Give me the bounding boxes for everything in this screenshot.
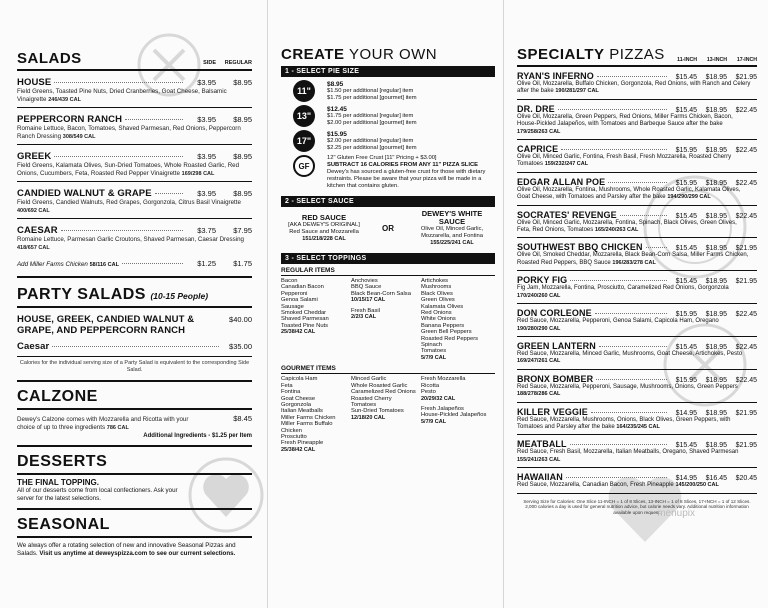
pizza-desc: Red Sauce, Mozzarella, Minced Garlic, Mushrooms, Goat Cheese, Artichokes, Pesto 169/247/261 CAL (517, 350, 743, 365)
pizza-name: DR. DRE (517, 103, 555, 114)
fold-line-left (267, 0, 268, 608)
topping-item[interactable]: Green Olives (421, 297, 455, 304)
pizza-price: $18.95 (705, 311, 727, 319)
topping-item[interactable]: Whole Roasted Garlic (351, 382, 408, 389)
pizza-price: $22.45 (735, 147, 757, 155)
pizza-price: $15.45 (675, 278, 697, 286)
topping-item[interactable]: Mushrooms (421, 284, 452, 291)
topping-item[interactable]: Prosciutto (281, 433, 307, 440)
pizza-price: $18.95 (705, 106, 727, 114)
topping-item[interactable]: Sausage (281, 303, 304, 310)
col-regular-label: REGULAR (224, 60, 252, 66)
topping-item[interactable]: Sun-Dried Tomatoes (351, 408, 404, 415)
size-label-11: 11-INCH (677, 57, 697, 63)
pizza-price: $21.95 (735, 278, 757, 286)
pizza-price: $18.95 (705, 278, 727, 286)
salad-name: CAESAR (17, 225, 58, 236)
specialty-footer: Serving Size for Calories: One Slice 11-INCH = 1 of 8 Slices, 13-INCH = 1 of 8 Slices, 17-INCH = 1 of 12 Slices. 2,000 calories a day is used for general nutrition advice, but calorie needs vary. Additional nutrition information available upon request. (523, 498, 751, 515)
step2-bar: 2 - SELECT SAUCE (281, 196, 495, 207)
topping-item[interactable]: Smoked Cheddar (281, 310, 327, 317)
gf-line2: SUBTRACT 16 CALORIES FROM ANY 11" PIZZA SLICE (327, 162, 479, 168)
specialty-title: SPECIALTY PIZZAS (517, 46, 665, 63)
salad-desc: Romaine Lettuce, Bacon, Tomatoes, Shaved Parmesan, Red Onions, Peppercorn Ranch Dressing 308/549 CAL (17, 125, 241, 140)
salad-regular-price: $8.95 (233, 115, 252, 124)
pizza-name: RYAN'S INFERNO (517, 71, 594, 81)
topping-item[interactable]: Miller Farms Buffalo Chicken (281, 421, 333, 434)
seasonal-text: We always offer a rotating selection of new and innovative Seasonal Pizzas and Salads. Visit us anytime at deweyspizza.com to see our current selections. (17, 542, 236, 557)
specialty-pizza (517, 472, 757, 493)
salad-name: HOUSE (17, 77, 52, 88)
create-title: CREATE YOUR OWN (281, 46, 438, 63)
topping-item[interactable]: Feta (281, 382, 293, 389)
pizza-price: $15.45 (675, 74, 697, 81)
specialty-pizza (517, 177, 757, 206)
topping-item[interactable]: Fresh Mozzarella (421, 376, 466, 383)
pizza-price: $22.45 (735, 106, 757, 114)
topping-item[interactable]: Fontina (281, 389, 301, 396)
salad-desc: Field Greens, Candied Walnuts, Red Grapes, Gorgonzola, Citrus Basil Vinaigrette 400/692 CAL (17, 199, 241, 214)
pizza-price: $18.95 (705, 409, 727, 417)
pizza-name: HAWAIIAN (517, 472, 563, 483)
pizza-desc: Red Sauce, Mozzarella, Pepperoni, Genoa Salami, Capicola Ham, Oregano 190/280/290 CAL (517, 318, 719, 332)
salad-regular-price: $8.95 (233, 78, 252, 87)
pizza-price: $18.95 (705, 147, 727, 155)
pizza-price: $14.95 (675, 475, 697, 483)
topping-cal: 5/7/9 CAL (421, 354, 447, 361)
topping-column (281, 376, 347, 453)
pizza-name: GREEN LANTERN (517, 340, 596, 351)
specialty-header (517, 46, 757, 67)
addon-side-price: $1.25 (197, 259, 216, 268)
size-line: $1.75 per additional [regular] item (327, 112, 414, 119)
topping-item[interactable]: Green Bell Peppers (421, 329, 472, 336)
pizza-price: $21.95 (735, 74, 757, 81)
specialty-pizza (517, 308, 757, 337)
pizza-price: $16.45 (705, 475, 727, 483)
pizza-name: EDGAR ALLAN POE (517, 176, 606, 187)
pizza-desc: Olive Oil, Mozzarella, Fontina, Mushrooms, Whole Roasted Garlic, Kalamata Olives, Goat Cheese, with Tomatoes and Parsley after the bake 194/290/299 CAL (517, 186, 741, 201)
topping-cal: 25/38/42 CAL (281, 446, 316, 453)
fold-line-right (503, 0, 504, 608)
salad-regular-price: $8.95 (233, 189, 252, 198)
topping-item[interactable]: Banana Peppers (421, 322, 465, 329)
topping-cal: 5/7/9 CAL (421, 418, 447, 425)
calzone-price: $8.45 (233, 414, 252, 423)
seasonal-title: SEASONAL (17, 516, 110, 534)
pizza-name: DON CORLEONE (517, 308, 592, 319)
topping-item[interactable]: Genoa Salami (281, 297, 318, 304)
gourmet-toppings (281, 376, 495, 453)
specialty-panel (517, 14, 757, 520)
pizza-desc: Olive Oil, Mozzarella, Green Peppers, Red Onions, Miller Farms Chicken, Bacon, House-Pickled Jalapeños, with Tomatoes and Barbeque Sauce after the bake 179/258/263 CAL (517, 113, 733, 135)
topping-cal: 25/38/42 CAL (281, 329, 316, 336)
salad-side-price: $3.95 (197, 189, 216, 198)
salad-side-price: $3.75 (197, 226, 216, 235)
size-base-price: $15.95 (327, 130, 347, 138)
pizza-price: $15.45 (675, 442, 697, 450)
pizza-desc: Olive Oil, Minced Garlic, Fontina, Fresh Basil, Fresh Mozzarella, Roasted Cherry Tomatoes 159/232/247 CAL (517, 154, 732, 168)
size-label-17: 17-INCH (736, 57, 757, 63)
step3-bar: 3 - SELECT TOPPINGS (281, 253, 495, 264)
salad-side-price: $3.95 (197, 152, 216, 161)
pizza-price: $15.45 (675, 245, 697, 253)
pizza-name: PORKY FIG (517, 275, 568, 286)
topping-column (281, 278, 347, 361)
addon-regular-price: $1.75 (233, 259, 252, 268)
specialty-pizza (517, 374, 757, 403)
salad-item (17, 188, 252, 199)
pizza-name: SOCRATES' REVENGE (517, 209, 617, 220)
salad-regular-price: $7.95 (233, 226, 252, 235)
topping-item[interactable]: Roasted Red Peppers (421, 335, 479, 342)
pizza-price: $22.45 (735, 212, 757, 220)
create-your-own-panel (281, 14, 495, 453)
topping-item[interactable]: Tomatoes (421, 348, 447, 355)
red-sauce-option: RED SAUCE [AKA DEWEY'S ORIGINAL] Red Sauce and Mozzarella 151/218/228 CAL (288, 213, 360, 242)
size-line: $2.00 per additional [gourmet] item (327, 119, 417, 126)
topping-item[interactable]: Gorgonzola (281, 401, 311, 408)
pizza-price: $15.95 (675, 147, 697, 155)
desserts-title: DESSERTS (17, 453, 108, 470)
topping-cal: 20/29/32 CAL (421, 395, 456, 402)
regular-items-head: REGULAR ITEMS (281, 267, 335, 274)
pizza-price: $22.45 (735, 179, 757, 187)
pizza-price: $15.95 (675, 179, 697, 187)
topping-item[interactable]: Toasted Pine Nuts (281, 322, 329, 329)
pizza-name: SOUTHWEST BBQ CHICKEN (517, 242, 643, 253)
topping-item[interactable]: Italian Meatballs (281, 408, 323, 415)
party-salads-title: PARTY SALADS (17, 286, 146, 303)
calzone-extra: Additional Ingredients - $1.25 per Item (143, 433, 252, 439)
salad-desc: Field Greens, Toasted Pine Nuts, Dried Cranberries, Goat Cheese, Balsamic Vinaigrette 246/439 CAL (17, 88, 227, 103)
topping-item[interactable]: Capicola Ham (281, 376, 318, 383)
size-badge-icon: 11" (293, 80, 315, 102)
salad-desc: Field Greens, Kalamata Olives, Sun-Dried Tomatoes, Whole Roasted Garlic, Red Onions, Cucumbers, Feta, Roasted Red Pepper Vinaigrette 169/298 CAL (17, 162, 240, 177)
party-combo-price: $40.00 (229, 315, 252, 324)
size-badge-icon: 13" (293, 105, 315, 127)
salads-header (17, 50, 252, 71)
size-base-price: $8.95 (327, 80, 344, 88)
desserts-subtitle: THE FINAL TOPPING. (17, 478, 99, 487)
or-label: OR (382, 224, 394, 233)
salad-item (17, 225, 252, 236)
size-label-13: 13-INCH (706, 57, 727, 63)
topping-item[interactable]: Minced Garlic (351, 376, 387, 383)
salad-list (17, 77, 252, 252)
left-panel (17, 14, 252, 557)
topping-item[interactable]: Shaved Parmesan (281, 316, 329, 323)
topping-item[interactable]: Canadian Bacon (281, 284, 324, 291)
menupix-watermark: menupix (657, 508, 695, 520)
pizza-price: $21.95 (735, 409, 757, 417)
regular-toppings (281, 278, 495, 361)
topping-item[interactable]: Black Bean-Corn Salsa (351, 290, 411, 297)
pizza-price: $18.95 (705, 212, 727, 220)
salads-title: SALADS (17, 50, 82, 67)
calzone-desc: Dewey's Calzone comes with Mozzarella and Ricotta with your choice of up to three ingredients 786 CAL (17, 416, 189, 431)
size-line: $2.00 per additional [regular] item (327, 137, 414, 144)
salad-name: PEPPERCORN RANCH (17, 114, 123, 125)
specialty-pizza (517, 439, 757, 468)
specialty-pizza (517, 71, 757, 100)
calzone-title: CALZONE (17, 388, 98, 405)
pizza-price: $22.45 (735, 376, 757, 384)
topping-column (421, 376, 487, 453)
pizza-price: $21.95 (735, 442, 757, 450)
pizza-price: $15.45 (675, 212, 697, 220)
salad-desc: Romaine Lettuce, Parmesan Garlic Croutons, Shaved Parmesan, Caesar Dressing 418/657 CAL (17, 236, 244, 251)
topping-item[interactable]: Anchovies (351, 278, 378, 284)
salad-side-price: $3.95 (197, 78, 216, 87)
pizza-desc: Fig Jam, Mozzarella, Fontina, Prosciutto, Caramelized Red Onions, Gorgonzola 170/240/260 CAL (517, 285, 729, 299)
pizza-desc: Olive Oil, Smoked Cheddar, Mozzarella, Black Bean-Corn Salsa, Miller Farms Chicken, Roasted Red Peppers, BBQ Sauce 196/283/278 CAL (517, 252, 749, 266)
sauce-options (281, 210, 495, 247)
pizza-price: $18.95 (705, 74, 727, 81)
pizza-desc: Olive Oil, Minced Garlic, Mozzarella, Fontina, Spinach, Black Olives, Green Olives, Feta, Red Onions, Tomatoes 165/240/263 CAL (517, 219, 737, 234)
topping-column (421, 278, 487, 361)
topping-column (351, 376, 417, 453)
topping-item[interactable]: Kalamata Olives (421, 303, 464, 310)
size-badge-icon: 17" (293, 130, 315, 152)
pizza-price: $22.45 (735, 343, 757, 351)
topping-item[interactable]: Artichokes (421, 278, 449, 284)
pizza-price: $18.95 (705, 442, 727, 450)
topping-item[interactable]: House-Pickled Jalapeños (421, 412, 487, 419)
specialty-list (517, 71, 757, 494)
addon-label: Add Miller Farms Chicken 58/116 CAL (17, 261, 119, 268)
specialty-pizza (517, 210, 757, 239)
party-item-caesar: Caesar $35.00 (17, 341, 252, 352)
topping-item[interactable]: Fresh Basil (351, 307, 380, 314)
salad-side-price: $3.95 (197, 115, 216, 124)
size-list (281, 80, 495, 152)
salad-item (17, 151, 252, 162)
salad-name: CANDIED WALNUT & GRAPE (17, 188, 152, 199)
topping-item[interactable]: Spinach (421, 342, 442, 349)
party-salads-section (17, 286, 252, 304)
pizza-price: $20.45 (735, 475, 757, 483)
topping-item[interactable]: Fresh Jalapeños (421, 405, 464, 412)
pizza-name: MEATBALL (517, 439, 567, 450)
pizza-price: $15.95 (675, 376, 697, 384)
topping-cal: 2/2/3 CAL (351, 314, 377, 321)
size-base-price: $12.45 (327, 105, 347, 113)
topping-item[interactable]: Bacon (281, 278, 298, 284)
pizza-price: $18.95 (705, 343, 727, 351)
salad-name: GREEK (17, 151, 52, 162)
pizza-desc: Red Sauce, Mozzarella, Mushrooms, Onions, Black Olives, Green Peppers, with Tomatoes and Parsley after the bake 164/235/245 CAL (517, 416, 731, 430)
white-sauce-option: DEWEY'S WHITE SAUCE Olive Oil, Minced Garlic, Mozzarella, and Fontina 155/225/241 CAL (420, 209, 484, 246)
pizza-price: $15.45 (675, 106, 697, 114)
pizza-price: $15.45 (675, 343, 697, 351)
topping-item[interactable]: Fresh Pineapple (281, 440, 324, 447)
calzone-row (17, 414, 252, 432)
specialty-pizza (517, 144, 757, 173)
party-salads-subtitle: (10-15 People) (150, 291, 209, 301)
size-line: $1.50 per additional [regular] item (327, 87, 414, 94)
size-line: $2.25 per additional [gourmet] item (327, 144, 417, 151)
specialty-pizza (517, 341, 757, 370)
topping-item[interactable]: Pesto (421, 389, 436, 396)
salad-item (17, 114, 252, 125)
pizza-desc: Red Sauce, Mozzarella, Pepperoni, Sausage, Mushrooms, Onions, Green Peppers 188/278/286 CAL (517, 383, 738, 398)
topping-item[interactable]: Red Onions (421, 310, 452, 317)
topping-item[interactable]: Miller Farms Chicken (281, 414, 336, 421)
topping-item[interactable]: Roasted Cherry Tomatoes (351, 395, 392, 408)
pizza-price: $14.95 (675, 409, 697, 417)
specialty-pizza (517, 242, 757, 271)
pizza-desc: Red Sauce, Mozzarella, Canadian Bacon, Fresh Pineapple 145/200/250 CAL (517, 482, 719, 489)
addon-row (17, 259, 252, 268)
specialty-pizza (517, 275, 757, 304)
topping-item[interactable]: Ricotta (421, 382, 440, 389)
pie-size-option[interactable] (281, 80, 495, 102)
gluten-free-row (281, 155, 495, 190)
topping-item[interactable]: White Onions (421, 316, 456, 323)
size-line: $1.75 per additional [gourmet] item (327, 94, 417, 101)
col-side-label: SIDE (203, 60, 216, 66)
pizza-price: $18.95 (705, 376, 727, 384)
gourmet-items-head: GOURMET ITEMS (281, 365, 336, 373)
topping-column (351, 278, 417, 361)
gf-line3: Dewey's has sourced a gluten-free crust for those with dietary restraints. Please be aware that your pizza will be made in a kitchen that contains gluten. (327, 169, 486, 189)
pie-size-option[interactable] (281, 105, 495, 127)
specialty-pizza (517, 407, 757, 436)
topping-item[interactable]: Pepperoni (281, 290, 308, 297)
pizza-name: BRONX BOMBER (517, 373, 594, 384)
party-item-combo: HOUSE, GREEK, CANDIED WALNUT & GRAPE, AND PEPPERCORN RANCH $40.00 (17, 314, 252, 336)
pie-size-option[interactable] (281, 130, 495, 152)
pizza-name: CAPRICE (517, 144, 559, 155)
pizza-desc: Red Sauce, Fresh Basil, Mozzarella, Italian Meatballs, Oregano, Shaved Parmesan 155/241/263 CAL (517, 449, 739, 463)
topping-cal: 12/18/20 CAL (351, 414, 386, 421)
salad-regular-price: $8.95 (233, 152, 252, 161)
pizza-price: $18.95 (705, 245, 727, 253)
pizza-desc: Olive Oil, Mozzarella, Buffalo Chicken, Gorgonzola, Red Onions, with Ranch and Celery after the bake 190/281/297 CAL (517, 81, 751, 95)
gf-line1: 12" Gluten Free Crust [11" Pricing + $3.00] (327, 155, 437, 161)
topping-item[interactable]: BBQ Sauce (351, 284, 382, 291)
pizza-price: $21.95 (735, 245, 757, 253)
party-caesar-price: $35.00 (229, 342, 252, 351)
step1-bar: 1 - SELECT PIE SIZE (281, 66, 495, 77)
topping-item[interactable]: Goat Cheese (281, 395, 316, 402)
salad-item (17, 77, 252, 88)
pizza-price: $22.45 (735, 311, 757, 319)
specialty-pizza (517, 104, 757, 140)
gluten-free-icon: GF (293, 155, 315, 177)
topping-cal: 10/15/17 CAL (351, 297, 386, 304)
pizza-price: $15.95 (675, 311, 697, 319)
topping-item[interactable]: Caramelized Red Onions (351, 389, 416, 396)
desserts-text: All of our desserts come from local confectioners. Ask your server for the latest selections. (17, 487, 178, 502)
party-note: Calories for the individual serving size of a Party Salad is equivalent to the corresponding Side Salad. (19, 360, 250, 373)
topping-item[interactable]: Black Olives (421, 290, 453, 297)
pizza-price: $18.95 (705, 179, 727, 187)
pizza-name: KILLER VEGGIE (517, 406, 588, 417)
